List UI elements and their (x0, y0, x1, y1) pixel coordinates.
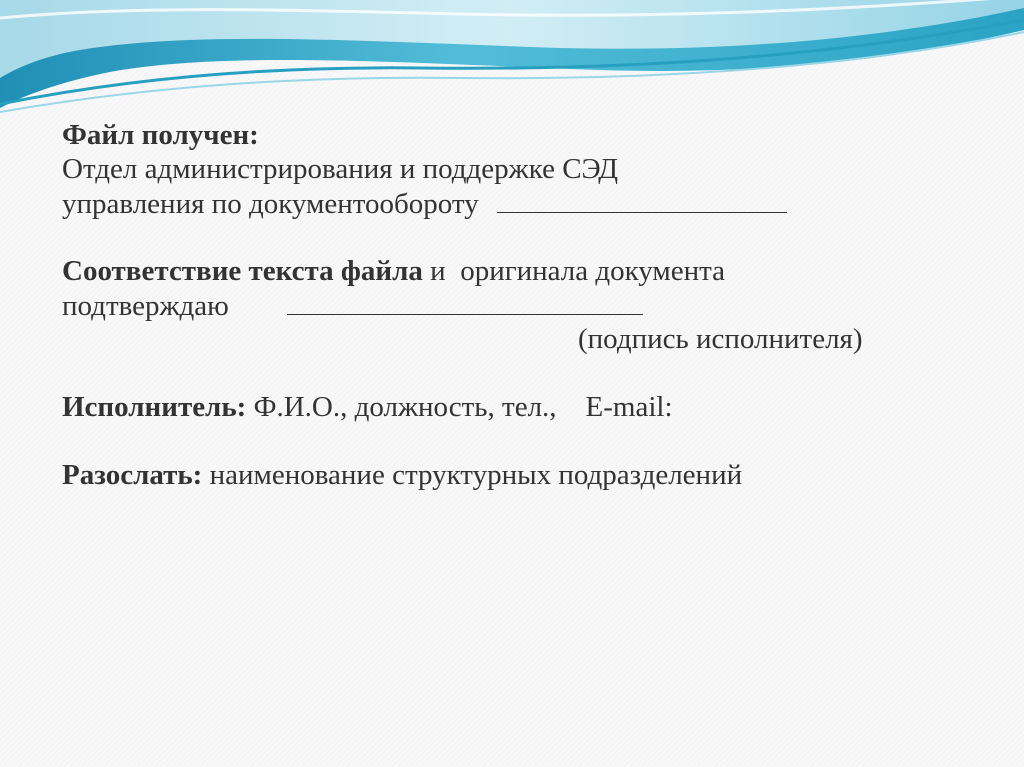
decorative-wave-header (0, 0, 1024, 130)
signature-line-received (497, 186, 787, 213)
signature-caption: (подпись исполнителя) (578, 323, 863, 355)
distribute-line: Разослать: наименование структурных подразделений (62, 459, 743, 491)
received-office: управления по документообороту (62, 186, 982, 220)
received-department: Отдел администрирования и поддержке СЭД (62, 153, 619, 185)
document-text (62, 118, 982, 492)
executor-line: Исполнитель: Ф.И.О., должность, тел., E-mail: (62, 391, 673, 423)
received-heading: Файл получен: (62, 119, 259, 151)
confirm-statement: Соответствие текста файла и оригинала документа (62, 255, 726, 287)
confirm-line: подтверждаю (62, 288, 982, 322)
signature-line-executor (287, 288, 643, 315)
